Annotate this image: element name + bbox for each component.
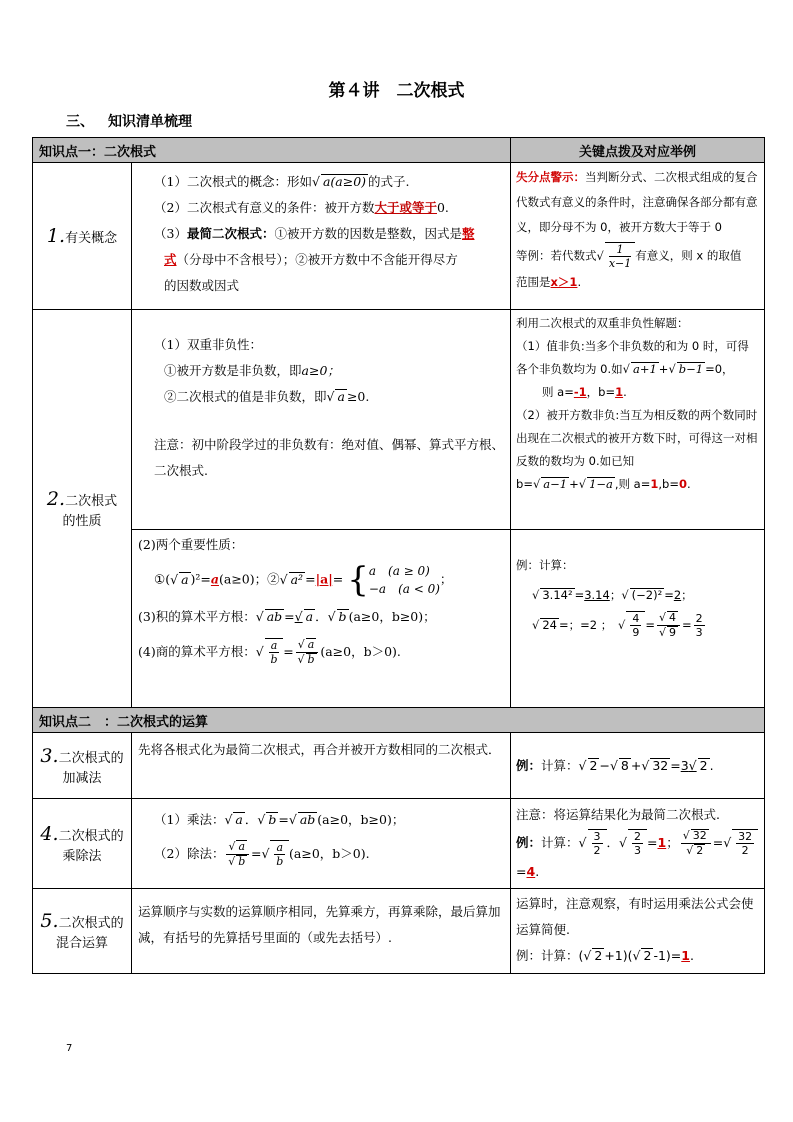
header2-row — [33, 708, 765, 733]
row2-tip: 利用二次根式的双重非负性解题： （1）值非负:当多个非负数的和为 0 时，可得各个非负数均为 0.如√ a+1 +√ b−1 =0， 则 a=-1，b=1. （2）被开方数非负:当互为相反数的两个数同时出现在二次根式的被开方数下时，可得这一对相反数的数均为 0.如已知 b=√ a−1 +√ 1−a ,则 a=1,b=0. — [511, 310, 765, 530]
row2-label: 2.二次根式 的性质 — [33, 310, 132, 708]
row-concepts — [33, 163, 765, 310]
row3-label: 3.二次根式的 加减法 — [33, 733, 132, 799]
row3-example: 例：计算：√ 2 −√ 8 +√ 32 =3√ 2 . — [511, 733, 765, 799]
row1-number: 1. — [46, 225, 66, 247]
row2-nonneg: （1）双重非负性： ①被开方数是非负数，即a≥0； ②二次根式的值是非负数，即√ a ≥0. 注意：初中阶段学过的非负数有：绝对值、偶幂、算式平方根、二次根式. — [132, 310, 511, 530]
header-left: 知识点一：二次根式 — [33, 138, 511, 163]
row4-content: （1）乘法：√ a ．√ b =√ ab (a≥0，b≥0)； （2）除法： √ a √ b = √ $\frac{a}{b}$ (a≥0，b＞0). — [132, 799, 511, 889]
key-term-ge: 大于或等于 — [374, 200, 437, 215]
row1-label — [33, 163, 132, 310]
row5-content: 运算顺序与实数的运算顺序相同，先算乘方，再算乘除，最后算加减，有括号的先算括号里面的（或先去括号）. — [132, 888, 511, 973]
row-muldiv — [33, 799, 765, 889]
knowledge-table — [32, 137, 765, 974]
row5-example: 运算时，注意观察，有时运用乘法公式会使运算简便. 例：计算：(√ 2 +1)(√ 2 -1)=1. — [511, 888, 765, 973]
page-number: 7 — [66, 1043, 73, 1054]
header2-left: 知识点二 ：二次根式的运算 — [33, 708, 765, 733]
row4-example: 注意：将运算结果化为最简二次根式. 例：计算： √ $\frac{3}{2}$ ． √ $\frac{2}{3}$ =1； √ 32 √ 2 = √ $\frac{32}{2}$ =4. — [511, 799, 765, 889]
row1-content: （1）二次根式的概念：形如√ a(a≥0) 的式子. （2）二次根式有意义的条件：被开方数大于或等于0. （3）最简二次根式：①被开方数的因数是整数，因式是整 式（分母中不含根号）；②被开方数中不含能开得尽方 的因数或因式 — [132, 163, 511, 310]
tip-label: 失分点警示： — [516, 170, 586, 184]
row-properties-b — [33, 530, 765, 708]
row2-number: 2. — [46, 488, 66, 510]
row1-title: 有关概念 — [65, 231, 118, 246]
section-heading — [66, 111, 192, 131]
section-number: 三、 — [66, 114, 94, 130]
header-row — [33, 138, 765, 163]
row2-important: (2)两个重要性质： ①(√ a )²=a(a≥0)；②√ a² =|a|= { a (a ≥ 0) −a (a < 0) ； (3)积的算术平方根：√ ab =√ a ．√ b (a≥0，b≥0)； (4)商的算术平方根： √ $\frac{a}{b}$ = √ a √ b (a≥0，b＞0). — [132, 530, 511, 708]
row4-label: 4.二次根式的 乘除法 — [33, 799, 132, 889]
row1-tip: 失分点警示：当判断分式、二次根式组成的复合代数式有意义的条件时，注意确保各部分都有意义，即分母不为 0，被开方数大于等于 0 等例：若代数式 √ $\frac{1}{x-1}$ 有意义，则 x 的取值 范围是x＞1. — [511, 163, 765, 310]
row-addsub — [33, 733, 765, 799]
sqrt-a: √ a(a≥0) — [312, 174, 368, 189]
row-properties-a — [33, 310, 765, 530]
row2-examples: 例：计算： √ 3.14² =3.14；√ (−2)² =2； √ 24 =；=2 ； √ $\frac{4}{9}$ = √ 4 √ 9 = $\frac{2}{3}$ — [511, 530, 765, 708]
header-right: 关键点拨及对应举例 — [511, 138, 765, 163]
page-title: 第４讲 二次根式 — [328, 81, 465, 101]
piecewise: { a (a ≥ 0) −a (a < 0) — [347, 560, 440, 600]
row-mixed — [33, 888, 765, 973]
answer-x: x＞1 — [550, 275, 578, 289]
row3-content: 先将各根式化为最简二次根式，再合并被开方数相同的二次根式． — [132, 733, 511, 799]
section-text: 知识清单梳理 — [108, 114, 192, 130]
row5-label: 5.二次根式的 混合运算 — [33, 888, 132, 973]
